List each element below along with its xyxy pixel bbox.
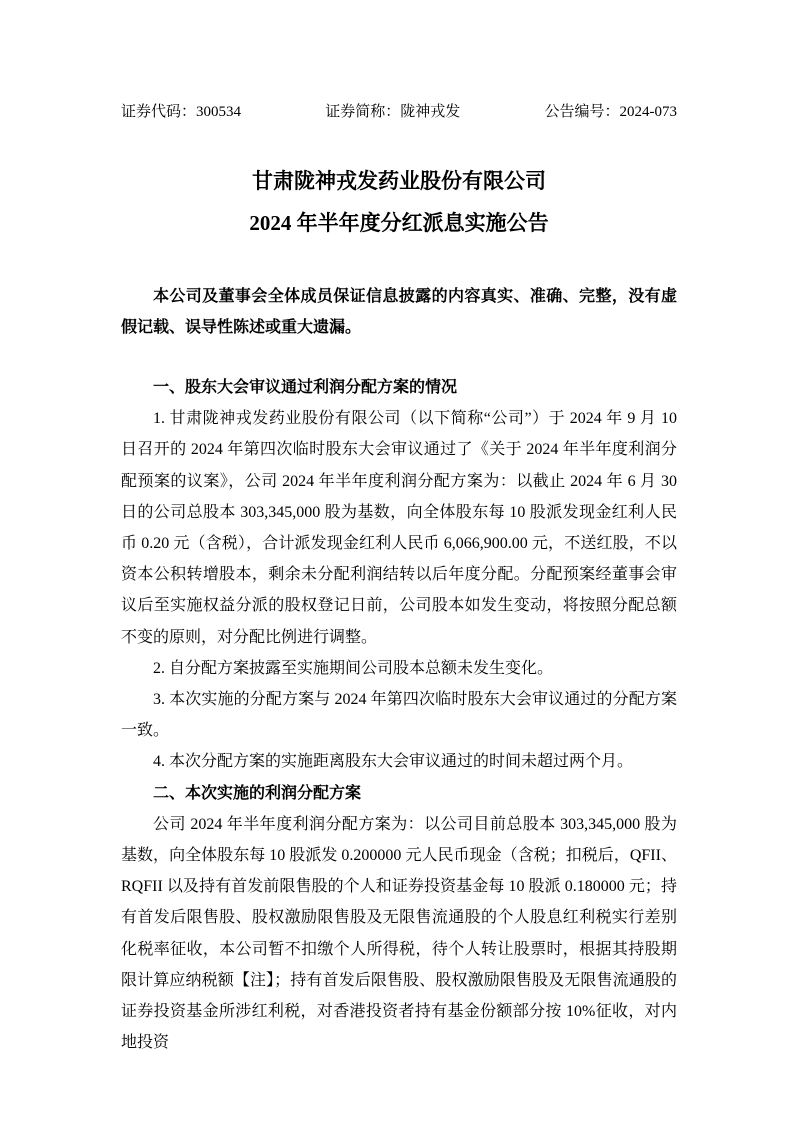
section-1-paragraph-3: 3. 本次实施的分配方案与 2024 年第四次临时股东大会审议通过的分配方案一致。 [121,691,677,740]
document-content [121,103,677,1058]
section-2-paragraph-1: 公司 2024 年半年度利润分配方案为：以公司目前总股本 303,345,000 股为基数，向全体股东每 10 股派发 0.200000 元人民币现金（含税；扣税后，QFII、RQFII 以及持有首发前限售股的个人和证券投资基金每 10 股派 0.180000 元；持有首发后限售股、股权激励限售股及无限售流通股的个人股息红利税实行差别化税率征收，本公司暂不扣缴个人所得税，待个人转让股票时，根据其持股期限计算应纳税额【注】；持有首发后限售股、股权激励限售股及无限售流通股的证券投资基金所涉红利税，对香港投资者持有基金份额部分按 10%征收，对内地投资 [121,815,677,1052]
announcement-title: 2024 年半年度分红派息实施公告 [249,211,549,235]
stock-code-label: 证券代码：300534 [121,104,242,120]
stock-short-name-label: 证券简称：陇神戎发 [325,104,461,120]
section-1-paragraph-4: 4. 本次分配方案的实施距离股东大会审议通过的时间未超过两个月。 [153,753,634,771]
doc-header [121,103,677,122]
section-1-paragraph-1: 1. 甘肃陇神戎发药业股份有限公司（以下简称“公司”）于 2024 年 9 月 10 日召开的 2024 年第四次临时股东大会审议通过了《关于 2024 年半年度利润分配预案的议案》，公司 2024 年半年度利润分配方案为：以截止 2024 年 6 月 30 日的公司总股本 303,345,000 股为基数，向全体股东每 10 股派发现金红利人民币 0.20 元（含税），合计派发现金红利人民币 6,066,900.00 元，不送红股，不以资本公积转增股本，剩余未分配利润结转以后年度分配。分配预案经董事会审议后至实施权益分派的股权登记日前，公司股本如发生变动，将按照分配总额不变的原则，对分配比例进行调整。 [121,410,677,646]
section-1-heading: 一、股东大会审议通过利润分配方案的情况 [153,379,458,396]
announcement-number-label: 公告编号：2024-073 [544,104,677,120]
document-body [121,372,677,1058]
disclaimer-text: 本公司及董事会全体成员保证信息披露的内容真实、准确、完整，没有虚假记载、误导性陈述或重大遗漏。 [121,288,677,336]
company-name-title: 甘肃陇神戎发药业股份有限公司 [252,169,546,193]
section-1-paragraph-2: 2. 自分配方案披露至实施期间公司股本总额未发生变化。 [153,659,554,677]
section-2-heading: 二、本次实施的利润分配方案 [153,784,362,802]
